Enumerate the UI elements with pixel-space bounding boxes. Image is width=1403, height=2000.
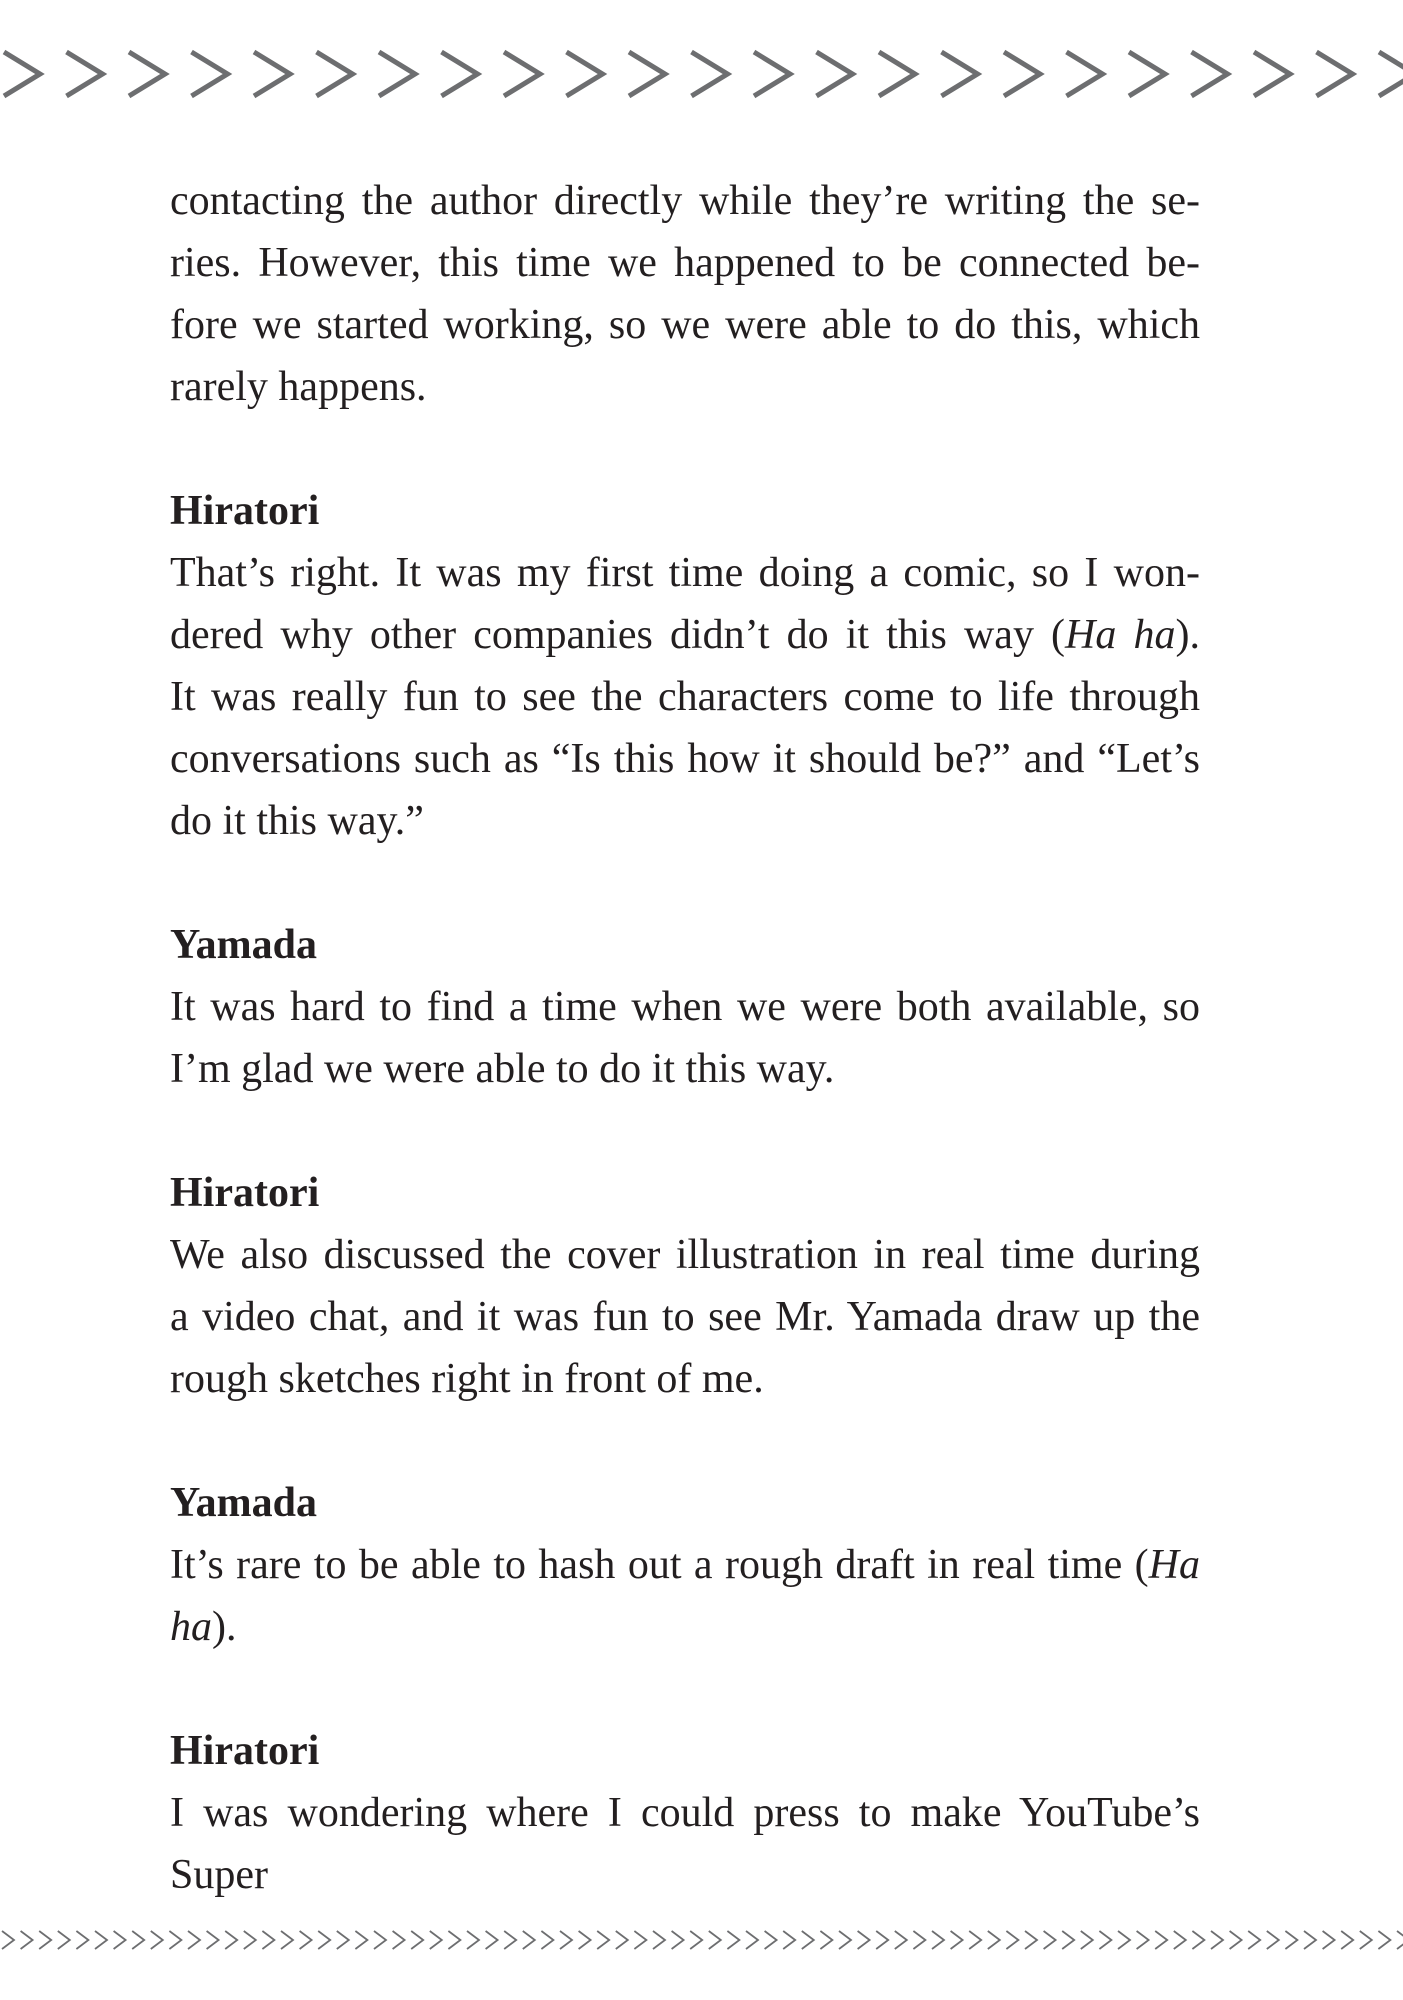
chevron-icon bbox=[1192, 1931, 1204, 1949]
chevron-icon bbox=[746, 1931, 758, 1949]
text-line: do it this way.” bbox=[170, 798, 424, 844]
chevron-icon bbox=[1099, 1931, 1111, 1949]
chevron-icon bbox=[225, 1931, 237, 1949]
dialogue-entry bbox=[170, 480, 1200, 852]
text-line: It was really fun to see the characters come to life through bbox=[170, 674, 1200, 720]
chevron-icon bbox=[262, 1931, 274, 1949]
chevron-icon bbox=[817, 52, 853, 96]
chevron-icon bbox=[1341, 1931, 1353, 1949]
text-line: I was wondering where I could press to make YouTube’s Super bbox=[170, 1790, 1200, 1898]
chevron-icon bbox=[895, 1931, 907, 1949]
chevron-icon bbox=[754, 52, 790, 96]
speaker-name: Yamada bbox=[170, 1480, 318, 1526]
chevron-icon bbox=[1044, 1931, 1056, 1949]
text-line: ries. However, this time we happened to be connected be- bbox=[170, 240, 1200, 286]
chevron-icon bbox=[560, 1931, 572, 1949]
chevron-icon bbox=[1081, 1931, 1093, 1949]
chevron-icon bbox=[1006, 1931, 1018, 1949]
chevron-icon bbox=[616, 1931, 628, 1949]
text-line: rough sketches right in front of me. bbox=[170, 1356, 764, 1402]
chevron-icon bbox=[58, 1931, 70, 1949]
chevron-icon bbox=[244, 1931, 256, 1949]
chevron-icon bbox=[839, 1931, 851, 1949]
text-line: We also discussed the cover illustration in real time during bbox=[170, 1232, 1200, 1278]
chevron-icon bbox=[1129, 52, 1165, 96]
speaker-name: Hiratori bbox=[170, 488, 320, 534]
chevron-icon bbox=[523, 1931, 535, 1949]
text-line: I’m glad we were able to do it this way. bbox=[170, 1046, 835, 1092]
chevron-icon bbox=[169, 1931, 181, 1949]
chevron-icon bbox=[692, 52, 728, 96]
chevron-icon bbox=[1323, 1931, 1335, 1949]
text-line: That’s right. It was my first time doing a comic, so I won- bbox=[170, 550, 1200, 596]
chevron-icon bbox=[4, 52, 40, 96]
dialogue-entry bbox=[170, 1472, 1200, 1658]
chevron-icon bbox=[1192, 52, 1228, 96]
text-line: dered why other companies didn’t do it this way (Ha ha). bbox=[170, 612, 1200, 658]
text-line: rarely happens. bbox=[170, 364, 427, 410]
chevron-icon bbox=[374, 1931, 386, 1949]
chevron-icon bbox=[337, 1931, 349, 1949]
chevron-icon bbox=[579, 1931, 591, 1949]
chevron-icon bbox=[1378, 1931, 1390, 1949]
chevron-icon bbox=[188, 1931, 200, 1949]
text-line: ha). bbox=[170, 1604, 237, 1650]
text-line: conversations such as “Is this how it should be?” and “Let’s bbox=[170, 736, 1200, 782]
chevron-icon bbox=[802, 1931, 814, 1949]
chevron-icon bbox=[1304, 1931, 1316, 1949]
chevron-icon bbox=[192, 52, 228, 96]
bottom-chevron-border bbox=[0, 1925, 1403, 1955]
chevron-icon bbox=[448, 1931, 460, 1949]
dialogue-entry bbox=[170, 914, 1200, 1100]
chevron-icon bbox=[1155, 1931, 1167, 1949]
chevron-icon bbox=[672, 1931, 684, 1949]
chevron-icon bbox=[1025, 1931, 1037, 1949]
chevron-icon bbox=[942, 52, 978, 96]
text-line: It was hard to find a time when we were both available, so bbox=[170, 984, 1200, 1030]
chevron-icon bbox=[709, 1931, 721, 1949]
chevron-icon bbox=[411, 1931, 423, 1949]
chevron-icon bbox=[379, 52, 415, 96]
chevron-icon bbox=[95, 1931, 107, 1949]
chevron-icon bbox=[765, 1931, 777, 1949]
chevron-icon bbox=[430, 1931, 442, 1949]
chevron-icon bbox=[132, 1931, 144, 1949]
chevron-icon bbox=[597, 1931, 609, 1949]
chevron-icon bbox=[727, 1931, 739, 1949]
chevron-icon bbox=[1062, 1931, 1074, 1949]
interview-text bbox=[170, 170, 1200, 1906]
text-line: contacting the author directly while they’re writing the se- bbox=[170, 178, 1200, 224]
chevron-icon bbox=[629, 52, 665, 96]
chevron-icon bbox=[913, 1931, 925, 1949]
chevron-icon bbox=[442, 52, 478, 96]
chevron-icon bbox=[988, 1931, 1000, 1949]
chevron-icon bbox=[300, 1931, 312, 1949]
chevron-icon bbox=[504, 1931, 516, 1949]
chevron-icon bbox=[129, 52, 165, 96]
chevron-icon bbox=[254, 52, 290, 96]
opening-paragraph bbox=[170, 170, 1200, 418]
chevron-icon bbox=[1118, 1931, 1130, 1949]
text-line: fore we started working, so we were able to do this, which bbox=[170, 302, 1200, 348]
chevron-icon bbox=[634, 1931, 646, 1949]
chevron-icon bbox=[281, 1931, 293, 1949]
chevron-icon bbox=[932, 1931, 944, 1949]
top-chevron-border bbox=[0, 38, 1403, 110]
chevron-icon bbox=[467, 1931, 479, 1949]
dialogue-entry bbox=[170, 1720, 1200, 1906]
speaker-name: Yamada bbox=[170, 922, 318, 968]
chevron-icon bbox=[541, 1931, 553, 1949]
chevron-icon bbox=[653, 1931, 665, 1949]
chevron-icon bbox=[2, 1931, 14, 1949]
text-line: a video chat, and it was fun to see Mr. Yamada draw up the bbox=[170, 1294, 1200, 1340]
chevron-border-icon bbox=[0, 1925, 1403, 1955]
chevron-icon bbox=[1285, 1931, 1297, 1949]
chevron-icon bbox=[1397, 1931, 1403, 1949]
speaker-name: Hiratori bbox=[170, 1728, 320, 1774]
text-line: It’s rare to be able to hash out a rough draft in real time (Ha bbox=[170, 1542, 1200, 1588]
chevron-icon bbox=[1230, 1931, 1242, 1949]
chevron-icon bbox=[951, 1931, 963, 1949]
chevron-icon bbox=[1174, 1931, 1186, 1949]
chevron-icon bbox=[1067, 52, 1103, 96]
chevron-icon bbox=[1379, 52, 1403, 96]
chevron-icon bbox=[76, 1931, 88, 1949]
chevron-icon bbox=[207, 1931, 219, 1949]
chevron-icon bbox=[876, 1931, 888, 1949]
chevron-border-icon bbox=[0, 38, 1403, 110]
chevron-icon bbox=[21, 1931, 33, 1949]
chevron-icon bbox=[1137, 1931, 1149, 1949]
chevron-icon bbox=[1267, 1931, 1279, 1949]
chevron-icon bbox=[114, 1931, 126, 1949]
speaker-name: Hiratori bbox=[170, 1170, 320, 1216]
chevron-icon bbox=[355, 1931, 367, 1949]
chevron-icon bbox=[39, 1931, 51, 1949]
chevron-icon bbox=[969, 1931, 981, 1949]
chevron-icon bbox=[1317, 52, 1353, 96]
chevron-icon bbox=[1211, 1931, 1223, 1949]
chevron-icon bbox=[783, 1931, 795, 1949]
chevron-icon bbox=[1360, 1931, 1372, 1949]
chevron-icon bbox=[1254, 52, 1290, 96]
chevron-icon bbox=[486, 1931, 498, 1949]
chevron-icon bbox=[317, 52, 353, 96]
dialogue-entry bbox=[170, 1162, 1200, 1410]
chevron-icon bbox=[567, 52, 603, 96]
chevron-icon bbox=[67, 52, 103, 96]
chevron-icon bbox=[879, 52, 915, 96]
chevron-icon bbox=[151, 1931, 163, 1949]
chevron-icon bbox=[820, 1931, 832, 1949]
chevron-icon bbox=[1248, 1931, 1260, 1949]
chevron-icon bbox=[690, 1931, 702, 1949]
chevron-icon bbox=[393, 1931, 405, 1949]
chevron-icon bbox=[504, 52, 540, 96]
chevron-icon bbox=[318, 1931, 330, 1949]
chevron-icon bbox=[858, 1931, 870, 1949]
chevron-icon bbox=[1004, 52, 1040, 96]
